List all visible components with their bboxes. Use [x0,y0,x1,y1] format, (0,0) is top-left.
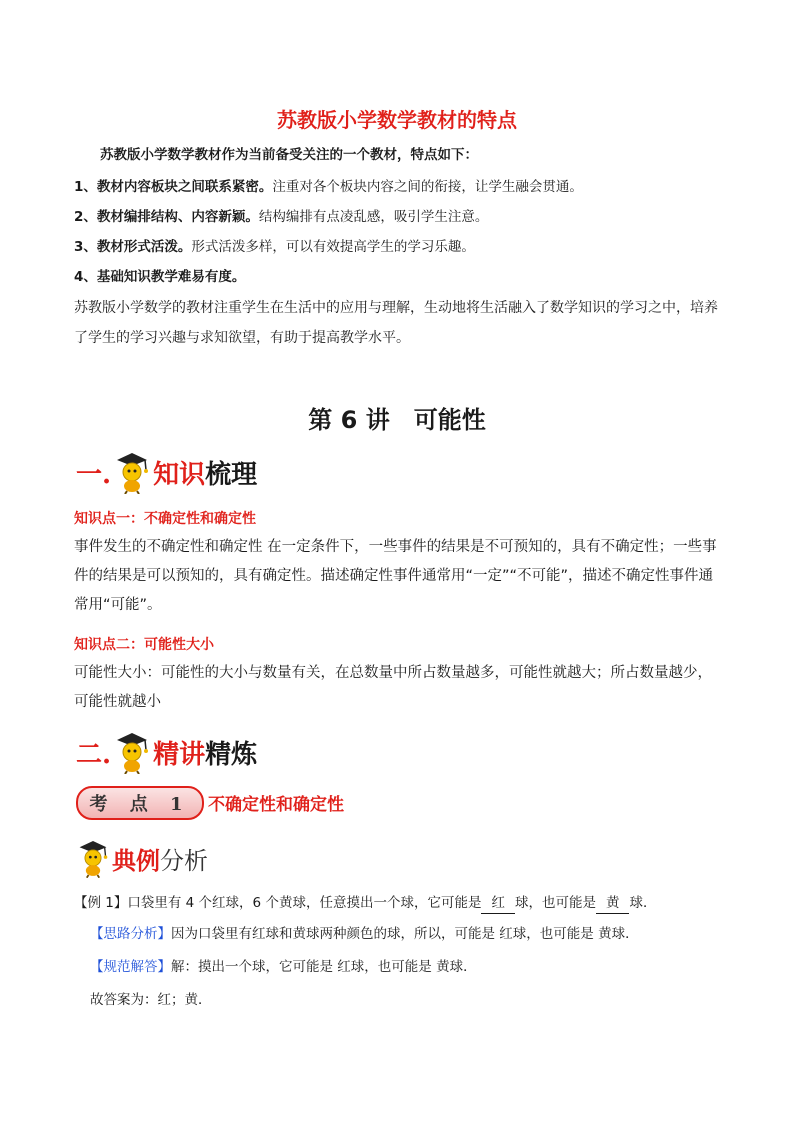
dianli-title-b: 分析 [160,846,208,875]
example-analysis-heading [76,836,208,880]
feature-3 [74,237,475,257]
example-1-final-answer: 故答案为：红；黄． [90,992,212,1008]
kaodian-title: 不确定性和确定性 [208,795,344,815]
doc-summary: 苏教版小学数学的教材注重学生在生活中的应用与理解，生动地将生活融入了数学知识的学习之中，培养了学生的学习兴趣与求知欲望，有助于提高教学水平。 [74,300,718,346]
example-1-tag: 【例 1】 [74,895,128,911]
feature-4 [74,267,245,287]
feature-1-bold: 1、教材内容板块之间联系紧密。 [74,179,273,195]
doc-title: 苏教版小学数学教材的特点 [277,108,517,132]
example-1-blank-1: 红 [481,893,515,914]
section-1-number: 一. [76,459,112,490]
lecture-title: 第 6 讲 可能性 [308,406,486,434]
feature-3-bold: 3、教材形式活泼。 [74,239,192,255]
answer-text: 解：摸出一个球，它可能是 红球，也可能是 黄球． [171,959,477,975]
knowledge-point-1-title: 知识点一：不确定性和确定性 [74,511,256,527]
feature-1 [74,177,583,197]
graduate-mascot-icon [113,450,151,494]
answer-tag: 【规范解答】 [90,959,171,975]
section-2-title-a: 精讲 [153,739,206,770]
example-1-answer [90,957,477,977]
feature-3-text: 形式活泼多样，可以有效提高学生的学习乐趣。 [191,239,475,255]
section-1-title-b: 梳理 [205,459,258,490]
feature-2-bold: 2、教材编排结构、内容新颖。 [74,209,259,225]
knowledge-point-1-body: 事件发生的不确定性和确定性 在一定条件下，一些事件的结果是不可预知的，具有不确定性；一些事件的结果是可以预知的，具有确定性。描述确定性事件通常用“一定”“不可能”，描述不确定性事件通常用“可能”。 [74,539,717,613]
section-heading-1 [76,450,257,494]
doc-intro: 苏教版小学数学教材作为当前备受关注的一个教材，特点如下： [100,147,478,163]
dianli-title-a: 典例 [112,845,160,875]
example-1-text-1: 口袋里有 4 个红球，6 个黄球，任意摸出一个球，它可能是 [127,895,482,911]
section-2-number: 二. [76,739,112,770]
example-1-question [74,893,656,914]
knowledge-point-2-title: 知识点二：可能性大小 [74,637,214,653]
example-1-text-2: 球，也可能是 [514,895,596,911]
example-1-blank-2: 黄 [596,893,630,914]
graduate-mascot-icon [76,838,110,878]
feature-4-bold: 4、基础知识教学难易有度。 [74,269,246,285]
feature-2-text: 结构编排有点凌乱感，吸引学生注意。 [258,209,489,225]
analysis-tag: 【思路分析】 [90,926,171,942]
example-1-text-3: 球． [629,895,657,911]
feature-2 [74,207,488,227]
section-heading-2 [76,730,257,774]
analysis-text: 因为口袋里有红球和黄球两种颜色的球，所以，可能是 红球，也可能是 黄球． [171,926,639,942]
knowledge-point-2-body: 可能性大小：可能性的大小与数量有关，在总数量中所占数量越多，可能性就越大；所占数量越少，可能性就越小 [74,665,712,710]
example-1-analysis [90,924,639,944]
section-1-title-a: 知识 [153,459,206,490]
feature-1-text: 注重对各个板块内容之间的衔接，让学生融会贯通。 [272,179,583,195]
section-2-title-b: 精炼 [205,739,258,770]
graduate-mascot-icon [113,730,151,774]
kaodian-badge: 考 点 1 [76,786,204,820]
